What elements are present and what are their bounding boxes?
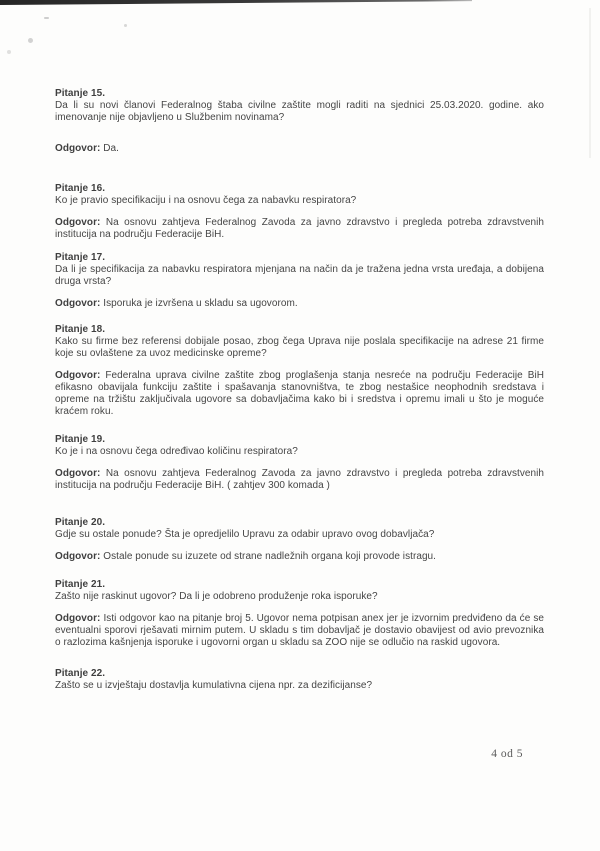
question-text: Gdje su ostale ponude? Šta je opredjelilo Upravu za odabir upravo ovog dobavljača? [55, 529, 435, 540]
qa-section-18 [55, 324, 544, 418]
answer-text [55, 370, 544, 418]
qa-section-21 [55, 579, 544, 649]
answer-body: Federalna uprava civilne zaštite zbog proglašenja stanja nesreće na području Federacije BiH efikasno obavijala funkciju zaštite i spašavanja stanovništva, te zbog nestašice neophodnih sredstava i opreme na tržištu zaključivala ugovore sa dobavljačima kako bi i sredstva i opremu imali u što je moguće kraćem roku. [55, 370, 544, 417]
qa-section-17 [55, 252, 544, 310]
question-text: Kako su firme bez referensi dobijale posao, zbog čega Uprava nije poslala specifikacije na adrese 21 firme koje su ovlaštene za uvoz medicinske opreme? [55, 336, 544, 359]
qa-section-22 [55, 668, 544, 692]
answer-label: Odgovor: [55, 217, 101, 228]
question-heading: Pitanje 16. [55, 183, 106, 194]
answer-body: Isti odgovor kao na pitanje broj 5. Ugovor nema potpisan anex jer je izvornim predviđeno da će se eventualni sporovi rješavati mirnim putem. U skladu s tim dobavljač je dostavio obavijest od avio prevoznika o razlozima kašnjenja isporuke i ugovorni organ u skladu sa ZOO nije se odlučio na raskid ugovora. [55, 613, 544, 648]
question-text: Zašto se u izvještaju dostavlja kumulativna cijena npr. za dezificijanse? [55, 680, 373, 691]
answer-label: Odgovor: [55, 298, 101, 309]
answer-text [55, 468, 544, 492]
question-heading: Pitanje 17. [55, 252, 106, 263]
answer-body: Da. [103, 143, 119, 154]
question-heading: Pitanje 21. [55, 579, 106, 590]
scan-streak-artifact [589, 8, 591, 158]
qa-section-15 [55, 88, 544, 155]
answer-label: Odgovor: [55, 613, 101, 624]
scan-speck [44, 17, 49, 19]
answer-body: Na osnovu zahtjeva Federalnog Zavoda za javno zdravstvo i pregleda potreba zdravstvenih institucija na području Federacije BiH. ( zahtjev 300 komada ) [55, 468, 544, 491]
answer-label: Odgovor: [55, 370, 101, 381]
question-text: Ko je pravio specifikaciju i na osnovu čega za nabavku respiratora? [55, 195, 357, 206]
answer-text [55, 613, 544, 649]
answer-text [55, 143, 544, 155]
qa-section-20 [55, 517, 544, 563]
answer-text [55, 298, 544, 310]
page-number: 4 od 5 [491, 748, 523, 760]
question-heading: Pitanje 18. [55, 324, 106, 335]
answer-label: Odgovor: [55, 551, 101, 562]
qa-section-19 [55, 434, 544, 492]
scan-speck [28, 38, 33, 43]
document-content [55, 88, 544, 692]
question-text: Ko je i na osnovu čega određivao količinu respiratora? [55, 446, 298, 457]
answer-body: Isporuka je izvršena u skladu sa ugovorom. [103, 298, 298, 309]
answer-text [55, 551, 544, 563]
qa-section-16 [55, 183, 544, 241]
answer-label: Odgovor: [55, 468, 101, 479]
answer-text [55, 217, 544, 241]
scan-speck [124, 24, 127, 27]
question-text: Da li je specifikacija za nabavku respiratora mjenjana na način da je tražena jedna vrsta uređaja, a dobijena druga vrsta? [55, 264, 544, 287]
scan-edge-artifact [0, 0, 472, 5]
question-heading: Pitanje 15. [55, 88, 106, 99]
answer-body: Na osnovu zahtjeva Federalnog Zavoda za javno zdravstvo i pregleda potreba zdravstvenih institucija na području Federacije BiH. [55, 217, 544, 240]
question-text: Da li su novi članovi Federalnog štaba civilne zaštite mogli raditi na sjednici 25.03.2020. godine. ako imenovanje nije objavljeno u Službenim novinama? [55, 100, 544, 123]
scan-speck [7, 50, 11, 54]
answer-body: Ostale ponude su izuzete od strane nadležnih organa koji provode istragu. [103, 551, 437, 562]
question-heading: Pitanje 22. [55, 668, 106, 679]
question-text: Zašto nije raskinut ugovor? Da li je odobreno produženje roka isporuke? [55, 591, 378, 602]
question-heading: Pitanje 19. [55, 434, 106, 445]
question-heading: Pitanje 20. [55, 517, 106, 528]
answer-label: Odgovor: [55, 143, 101, 154]
